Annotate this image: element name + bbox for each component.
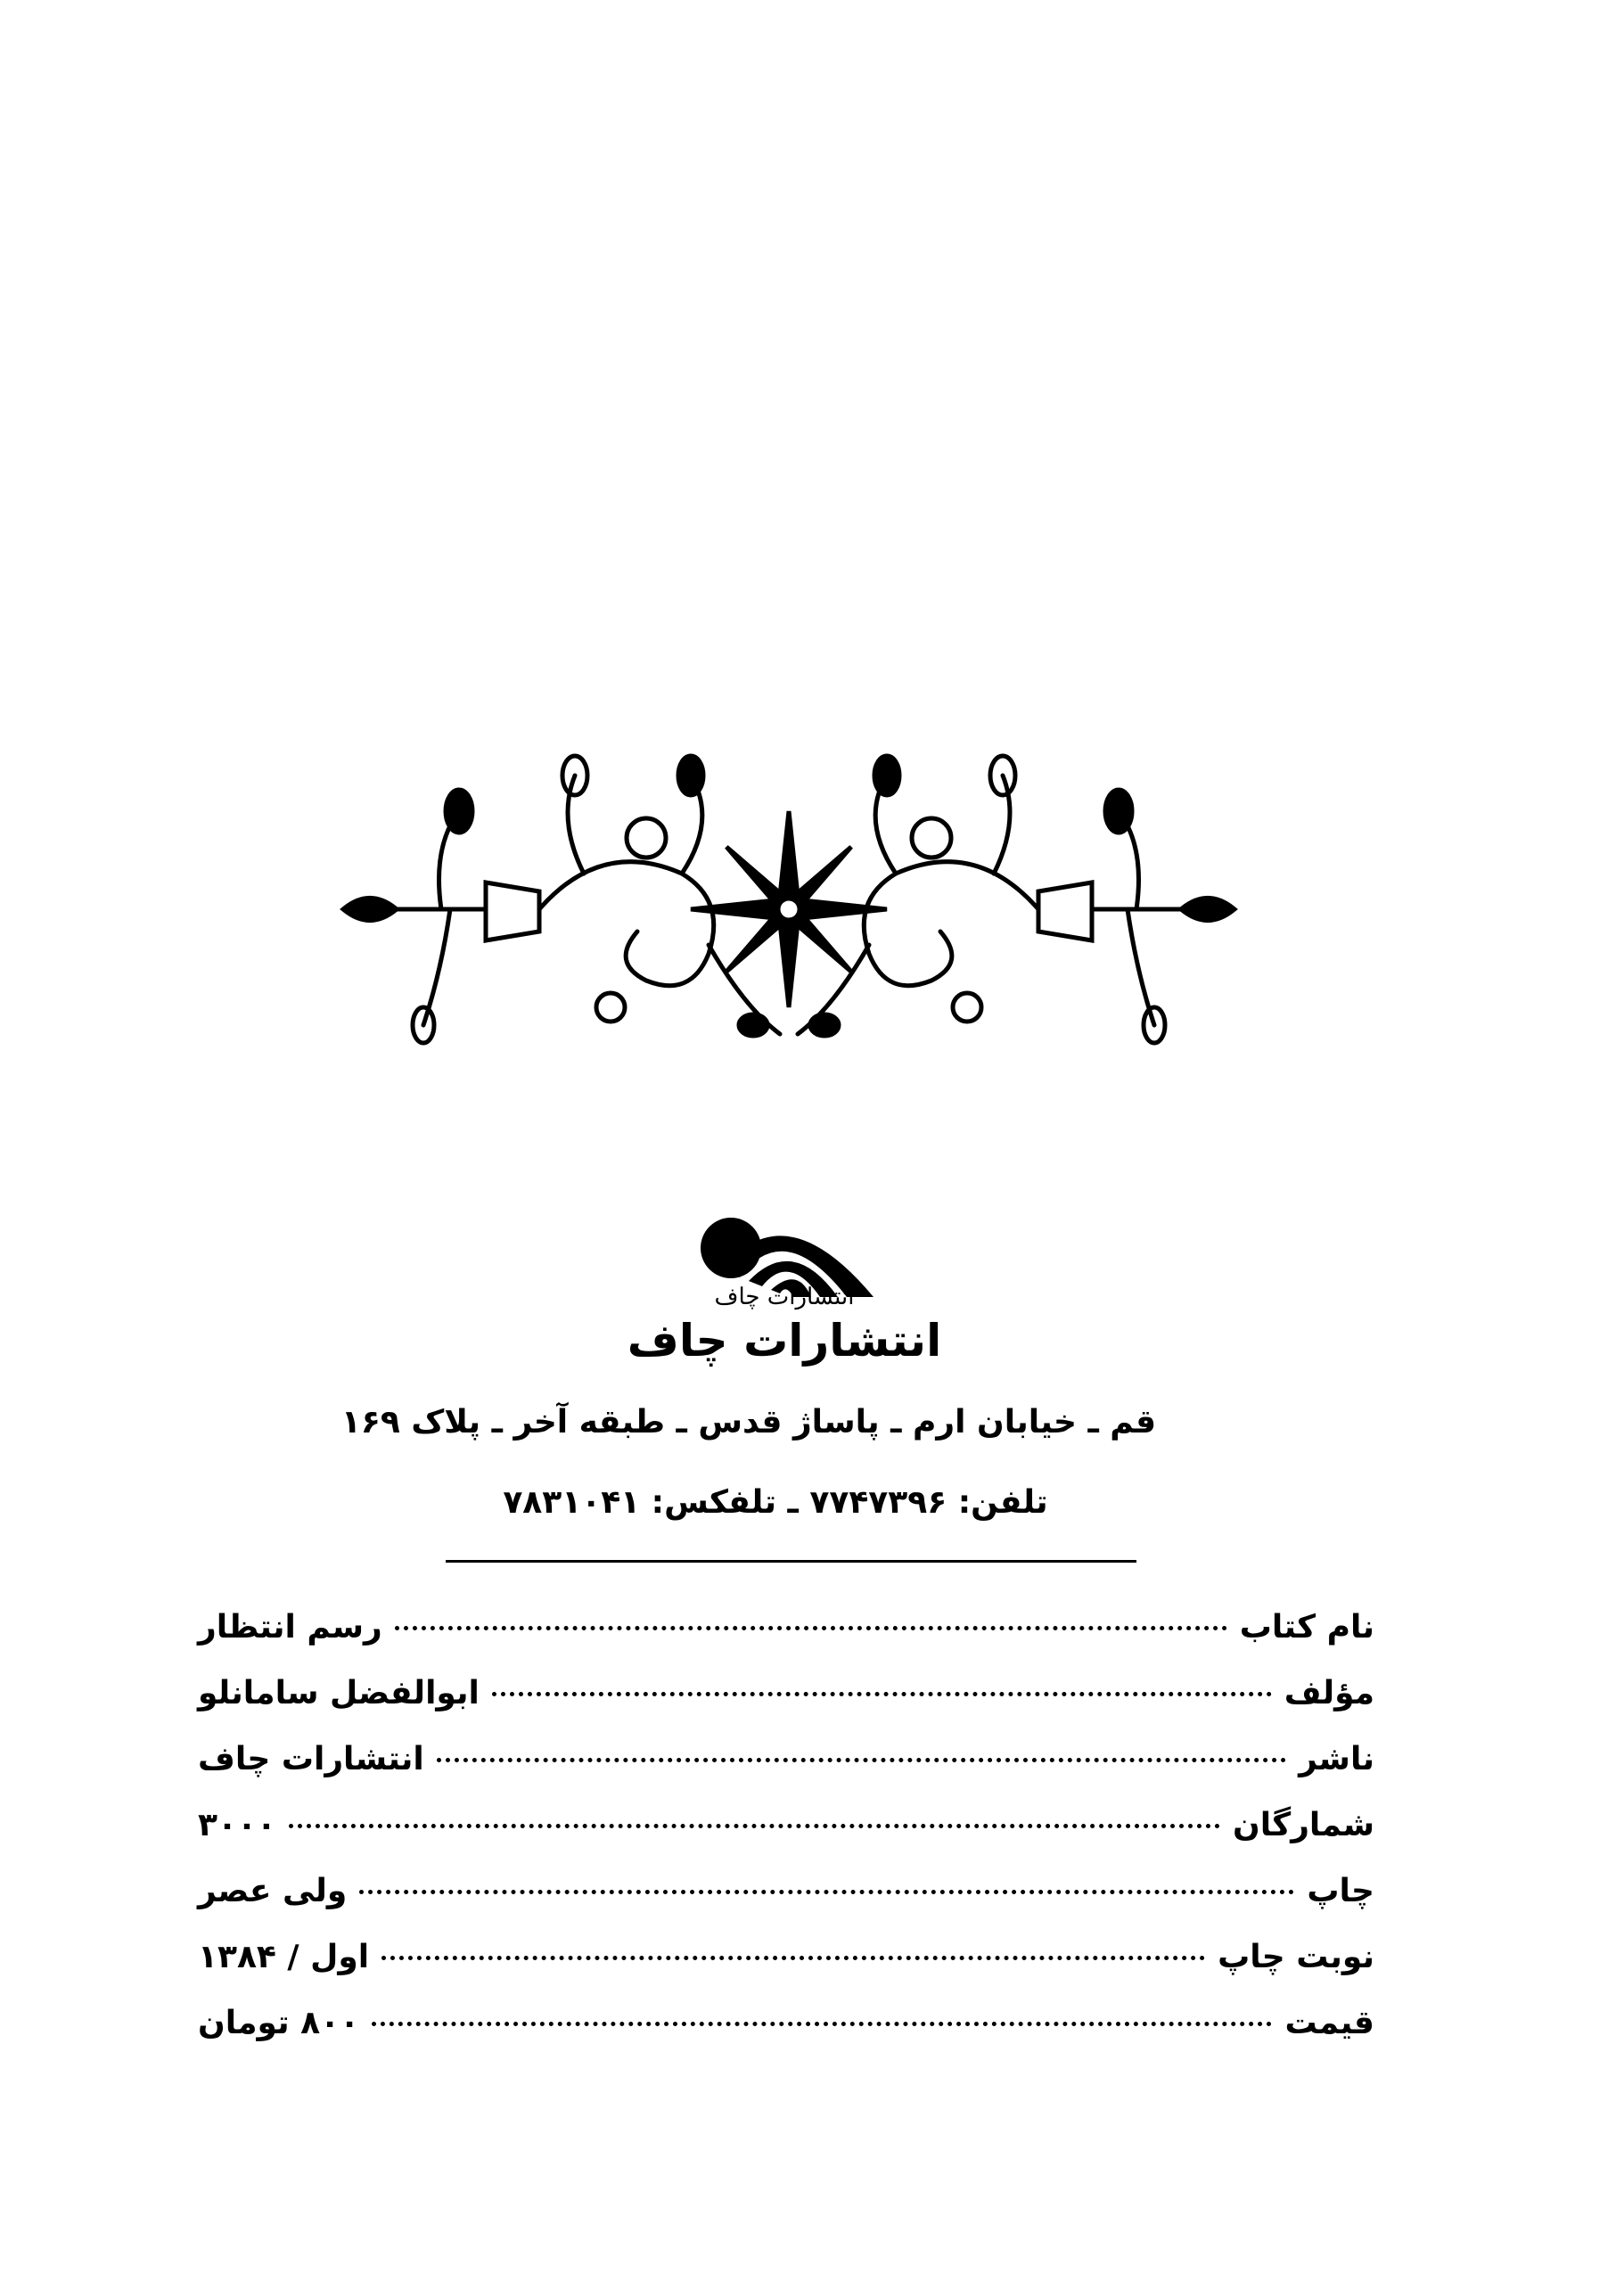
colophon-label: مؤلف <box>1284 1675 1374 1712</box>
dot-leader <box>395 1626 1227 1630</box>
colophon-row-edition <box>198 1939 1374 2005</box>
colophon-label: ناشر <box>1299 1741 1374 1777</box>
colophon-value: ۳۰۰۰ <box>198 1807 276 1843</box>
colophon-label: چاپ <box>1307 1873 1374 1909</box>
dot-leader <box>437 1758 1286 1762</box>
dot-leader <box>492 1692 1272 1696</box>
colophon-row-print-run <box>198 1807 1374 1873</box>
colophon-value: اول / ۱۳۸۴ <box>198 1939 370 1975</box>
logo-script-text: انتشارات چاف <box>714 1284 855 1310</box>
colophon-value: انتشارات چاف <box>198 1741 424 1777</box>
colophon-value: رسم انتظار <box>198 1609 382 1646</box>
colophon-row-publisher <box>198 1741 1374 1807</box>
colophon-label: قیمت <box>1284 2005 1374 2041</box>
colophon-list <box>198 1609 1374 2071</box>
colophon-row-printer <box>198 1873 1374 1939</box>
colophon-value: ولی عصر <box>198 1873 348 1909</box>
publisher-name: انتشارات چاف <box>627 1315 942 1367</box>
colophon-row-price <box>198 2005 1374 2071</box>
dot-leader <box>289 1824 1220 1828</box>
publisher-address: قم ـ خیابان ارم ـ پاساژ قدس ـ طبقه آخر ـ پلاک ۱۶۹ <box>340 1404 1157 1441</box>
colophon-label: نوبت چاپ <box>1218 1939 1374 1975</box>
colophon-row-author <box>198 1675 1374 1741</box>
colophon-row-title <box>198 1609 1374 1675</box>
publisher-phone: تلفن: ۷۷۴۷۳۹۶ ـ تلفکس: ۷۸۳۱۰۴۱ <box>503 1484 1048 1521</box>
dot-leader <box>381 1956 1205 1960</box>
divider-line <box>446 1560 1136 1563</box>
floral-ornament <box>334 740 1243 1079</box>
colophon-value: ۸۰۰ تومان <box>198 2005 360 2041</box>
colophon-value: ابوالفضل سامانلو <box>198 1675 480 1712</box>
colophon-label: نام کتاب <box>1239 1609 1374 1646</box>
dot-leader <box>359 1890 1294 1894</box>
colophon-label: شمارگان <box>1233 1807 1374 1843</box>
dot-leader <box>372 2022 1272 2026</box>
